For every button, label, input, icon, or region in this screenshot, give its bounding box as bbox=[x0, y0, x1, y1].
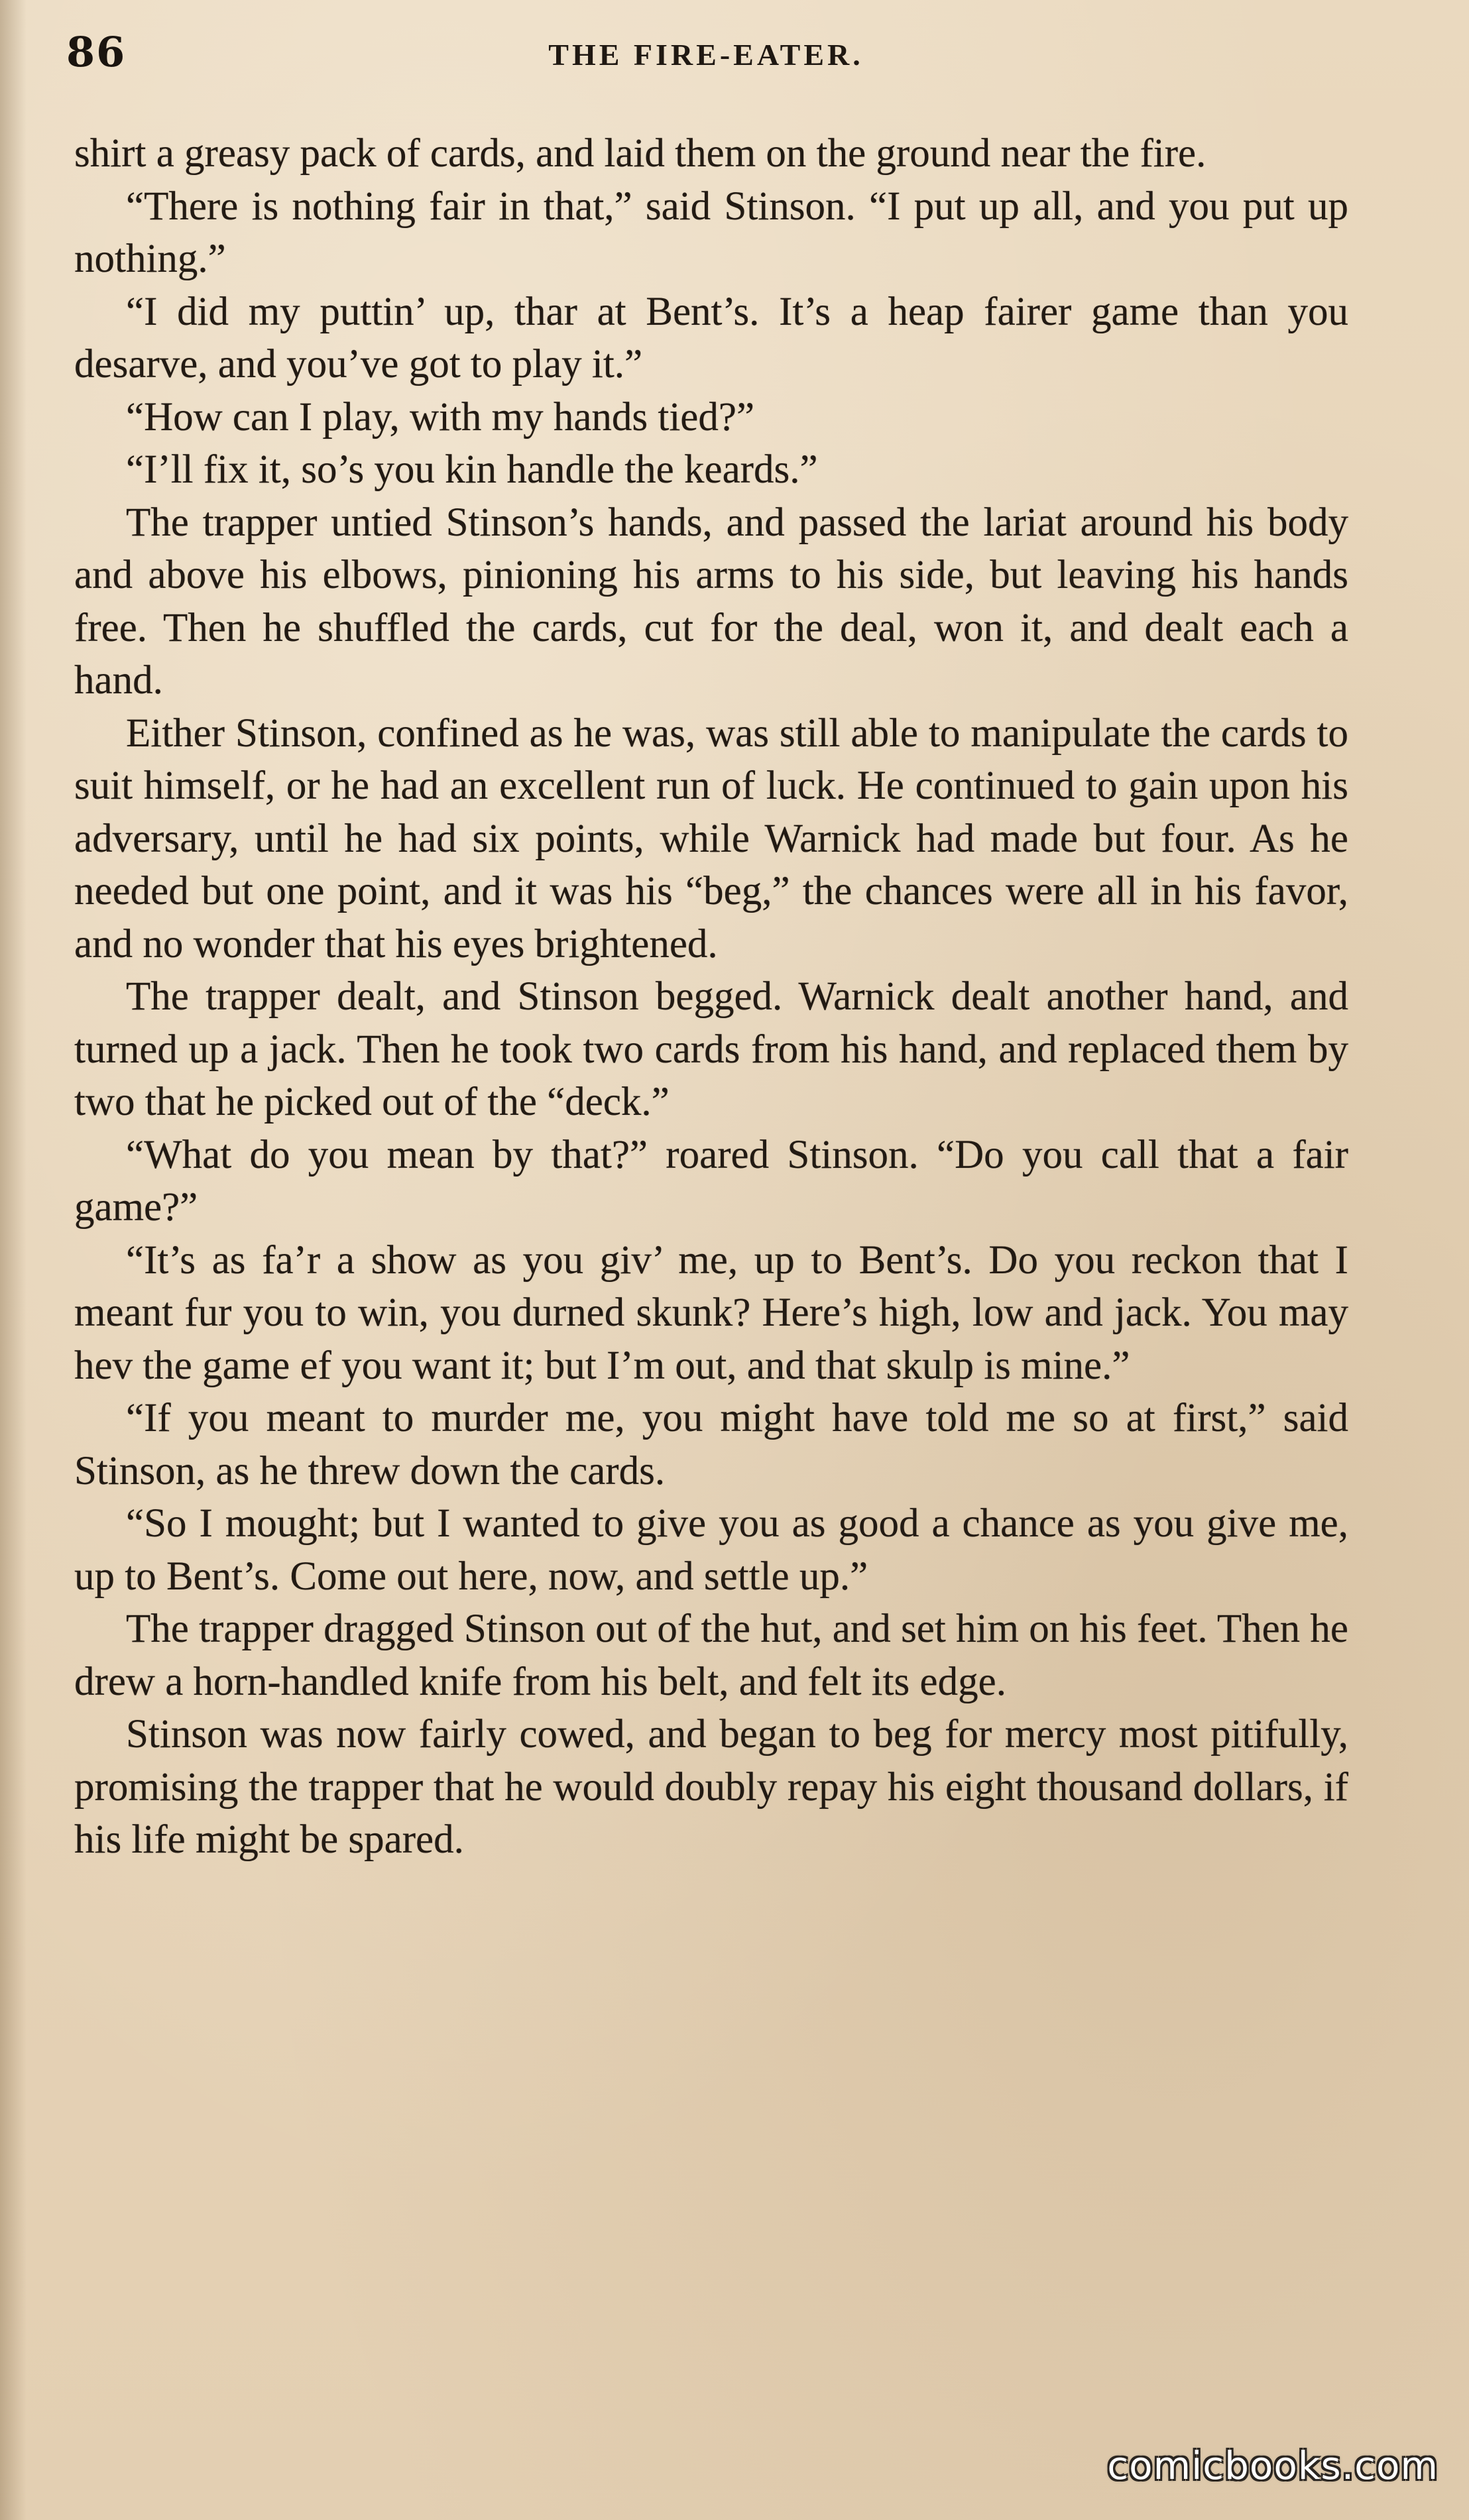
body-text bbox=[74, 127, 1348, 1866]
paragraph: “What do you mean by that?” roared Stinson. “Do you call that a fair game?” bbox=[74, 1132, 1348, 1230]
site-watermark: comicbooks.com bbox=[1107, 2443, 1439, 2488]
page-header bbox=[66, 28, 1346, 87]
paragraph: Either Stinson, confined as he was, was still able to manipulate the cards to suit himself, or he had an excellent run of luck. He continued to gain upon his adversary, until he had six points, while Warnick had made but four. As he needed but one point, and it was his “beg,” the chances were all in his favor, and no wonder that his eyes brightened. bbox=[74, 711, 1348, 966]
page-gutter-shadow bbox=[0, 0, 27, 2520]
paragraph: The trapper dealt, and Stinson begged. Warnick dealt another hand, and turned up a jack. Then he took two cards from his hand, and replaced them by two that he picked out of the “deck.” bbox=[74, 974, 1348, 1124]
paragraph: “It’s as fa’r a show as you giv’ me, up to Bent’s. Do you reckon that I meant fur you to win, you durned skunk? Here’s high, low and jack. You may hev the game ef you want it; but I’m out, and that skulp is mine.” bbox=[74, 1237, 1348, 1388]
running-head: THE FIRE-EATER. bbox=[548, 38, 864, 72]
paragraph: The trapper untied Stinson’s hands, and passed the lariat around his body and above his elbows, pinioning his arms to his side, but leaving his hands free. Then he shuffled the cards, cut for the deal, won it, and dealt each a hand. bbox=[74, 500, 1348, 703]
paragraph: “There is nothing fair in that,” said Stinson. “I put up all, and you put up nothing.” bbox=[74, 184, 1348, 281]
paragraph: The trapper dragged Stinson out of the hut, and set him on his feet. Then he drew a horn-handled knife from his belt, and felt its edge. bbox=[74, 1607, 1348, 1704]
paragraph: “I did my puttin’ up, thar at Bent’s. It’s a heap fairer game than you desarve, and you’ve got to play it.” bbox=[74, 289, 1348, 386]
paragraph: “How can I play, with my hands tied?” bbox=[126, 394, 755, 439]
paragraph: “If you meant to murder me, you might have told me so at first,” said Stinson, as he threw down the cards. bbox=[74, 1396, 1348, 1493]
page-number: 86 bbox=[66, 28, 127, 76]
paragraph: “So I mought; but I wanted to give you as good a chance as you give me, up to Bent’s. Come out here, now, and settle up.” bbox=[74, 1501, 1348, 1599]
paragraph: Stinson was now fairly cowed, and began to beg for mercy most pitifully, promising the trapper that he would doubly repay his eight thousand dollars, if his life might be spared. bbox=[74, 1712, 1348, 1862]
paragraph: shirt a greasy pack of cards, and laid them on the ground near the fire. bbox=[74, 131, 1206, 176]
paragraph: “I’ll fix it, so’s you kin handle the keards.” bbox=[126, 447, 818, 492]
